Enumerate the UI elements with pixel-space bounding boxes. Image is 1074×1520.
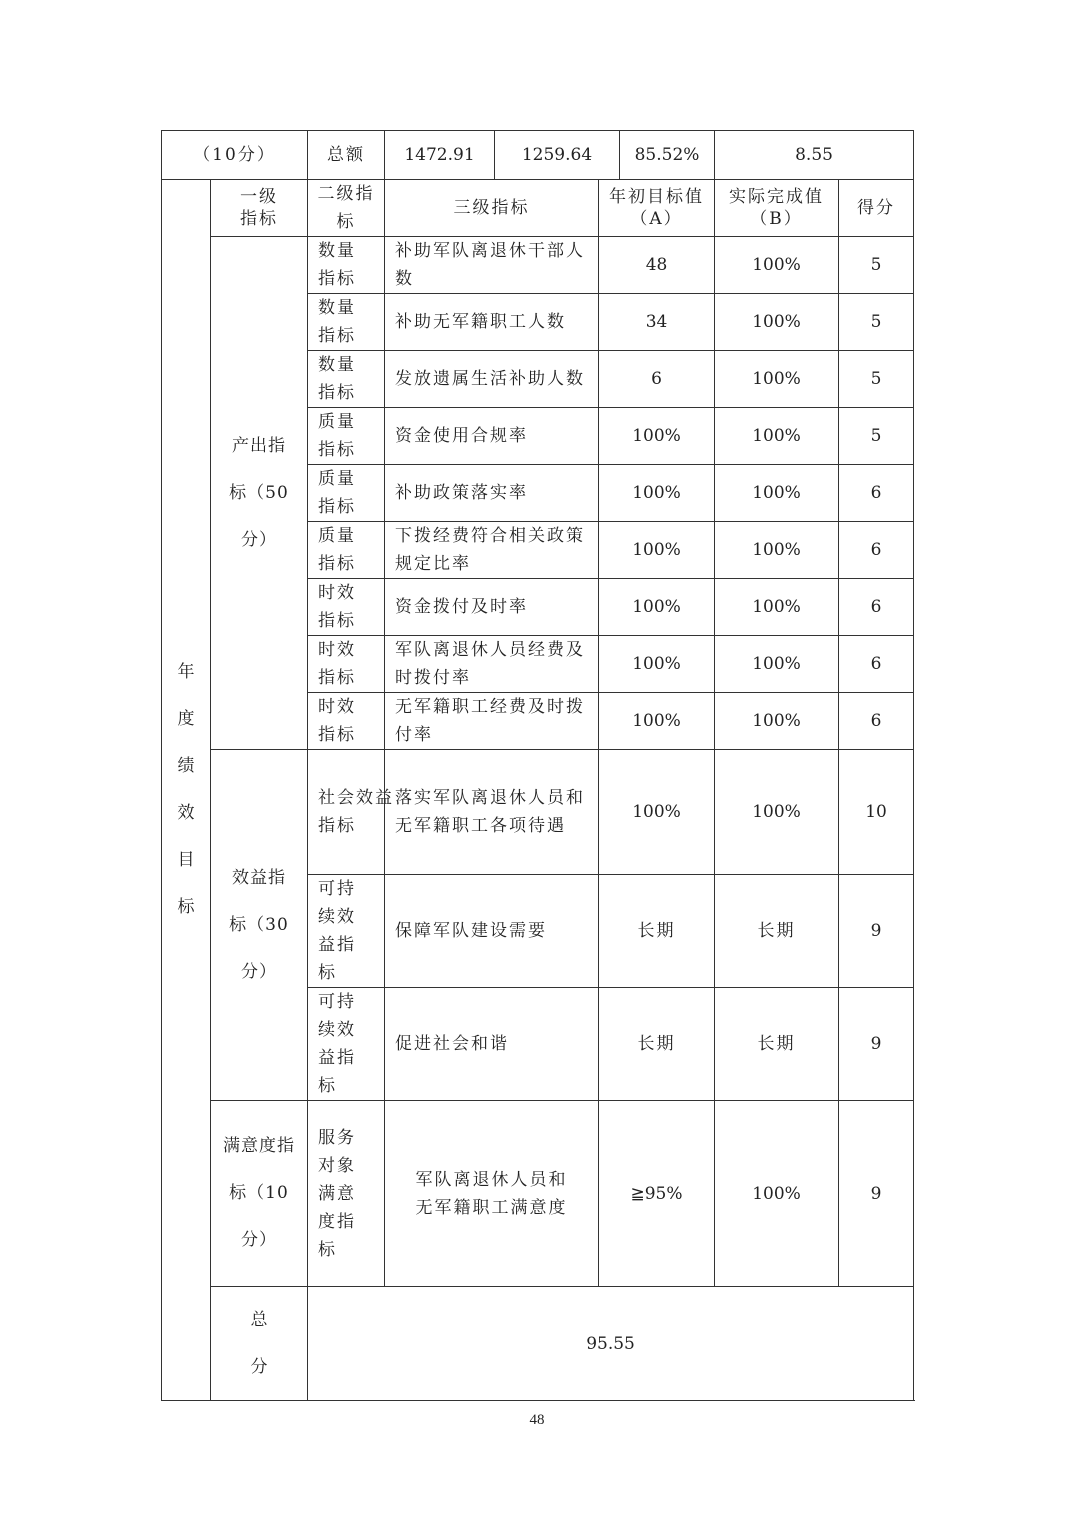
score-cell: 9 <box>839 1101 914 1287</box>
actual-cell: 100% <box>715 579 839 636</box>
actual-cell: 100% <box>715 750 839 875</box>
target-cell: 48 <box>599 237 715 294</box>
level2-cell: 可持续效益指标 <box>308 875 385 988</box>
summary-row <box>162 131 914 180</box>
target-cell: 长期 <box>599 988 715 1101</box>
target-cell: ≧95% <box>599 1101 715 1287</box>
actual-cell: 100% <box>715 408 839 465</box>
score-cell: 5 <box>839 351 914 408</box>
level2-cell: 质量指标 <box>308 465 385 522</box>
score-cell: 10 <box>839 750 914 875</box>
level3-cell: 促进社会和谐 <box>385 988 599 1101</box>
level3-cell: 下拨经费符合相关政策规定比率 <box>385 522 599 579</box>
level3-cell: 资金使用合规率 <box>385 408 599 465</box>
level3-cell: 补助政策落实率 <box>385 465 599 522</box>
actual-cell: 100% <box>715 636 839 693</box>
level2-cell: 时效指标 <box>308 636 385 693</box>
target-cell: 100% <box>599 636 715 693</box>
header-score: 得分 <box>839 180 914 237</box>
level2-cell: 数量指标 <box>308 294 385 351</box>
level3-cell: 军队离退休人员经费及时拨付率 <box>385 636 599 693</box>
level3-cell: 补助军队离退休干部人数 <box>385 237 599 294</box>
table-row <box>162 1101 914 1287</box>
level2-cell: 质量指标 <box>308 408 385 465</box>
target-cell: 100% <box>599 522 715 579</box>
actual-cell: 长期 <box>715 875 839 988</box>
actual-cell: 100% <box>715 1101 839 1287</box>
group-satisfaction: 满意度指标（10分） <box>211 1101 308 1287</box>
summary-score: 8.55 <box>715 131 914 180</box>
total-row <box>162 1287 914 1401</box>
table-row <box>162 237 914 294</box>
level3-cell: 军队离退休人员和无军籍职工满意度 <box>385 1101 599 1287</box>
header-target: 年初目标值（A） <box>599 180 715 237</box>
target-cell: 100% <box>599 693 715 750</box>
score-cell: 9 <box>839 988 914 1101</box>
score-cell: 6 <box>839 465 914 522</box>
header-level3: 三级指标 <box>385 180 599 237</box>
total-label: 总分 <box>211 1287 308 1401</box>
side-label-text: 年度绩效目标 <box>177 662 195 917</box>
level3-cell: 补助无军籍职工人数 <box>385 294 599 351</box>
score-cell: 6 <box>839 693 914 750</box>
target-cell: 长期 <box>599 875 715 988</box>
actual-cell: 100% <box>715 522 839 579</box>
level2-cell: 时效指标 <box>308 579 385 636</box>
side-label <box>162 180 211 1401</box>
target-cell: 100% <box>599 465 715 522</box>
score-cell: 5 <box>839 408 914 465</box>
header-level2: 二级指标 <box>308 180 385 237</box>
level2-cell: 社会效益指标 <box>308 750 385 875</box>
target-cell: 34 <box>599 294 715 351</box>
summary-label: 总额 <box>308 131 385 180</box>
header-actual: 实际完成值（B） <box>715 180 839 237</box>
level3-cell: 保障军队建设需要 <box>385 875 599 988</box>
level2-cell: 可持续效益指标 <box>308 988 385 1101</box>
table-row <box>162 750 914 875</box>
actual-cell: 长期 <box>715 988 839 1101</box>
target-cell: 6 <box>599 351 715 408</box>
target-cell: 100% <box>599 750 715 875</box>
actual-cell: 100% <box>715 465 839 522</box>
score-cell: 9 <box>839 875 914 988</box>
level3-cell: 资金拨付及时率 <box>385 579 599 636</box>
actual-cell: 100% <box>715 351 839 408</box>
target-cell: 100% <box>599 579 715 636</box>
level2-cell: 时效指标 <box>308 693 385 750</box>
group-benefit: 效益指标（30分） <box>211 750 308 1101</box>
summary-score-weight: （10分） <box>162 131 308 180</box>
target-cell: 100% <box>599 408 715 465</box>
summary-budget: 1472.91 <box>385 131 495 180</box>
group-output: 产出指标（50分） <box>211 237 308 750</box>
actual-cell: 100% <box>715 294 839 351</box>
actual-cell: 100% <box>715 237 839 294</box>
score-cell: 5 <box>839 237 914 294</box>
actual-cell: 100% <box>715 693 839 750</box>
level3-cell: 无军籍职工经费及时拨付率 <box>385 693 599 750</box>
level3-cell: 落实军队离退休人员和无军籍职工各项待遇 <box>385 750 599 875</box>
page-number: 48 <box>529 1412 545 1428</box>
level2-cell: 数量指标 <box>308 351 385 408</box>
level2-cell: 数量指标 <box>308 237 385 294</box>
header-row <box>162 180 914 237</box>
header-level1: 一级指标 <box>211 180 308 237</box>
performance-table <box>161 130 914 1401</box>
level2-cell: 质量指标 <box>308 522 385 579</box>
score-cell: 6 <box>839 579 914 636</box>
score-cell: 5 <box>839 294 914 351</box>
total-value: 95.55 <box>308 1287 914 1401</box>
level2-cell: 服务对象满意度指标 <box>308 1101 385 1287</box>
summary-executed: 1259.64 <box>495 131 620 180</box>
score-cell: 6 <box>839 636 914 693</box>
summary-rate: 85.52% <box>620 131 715 180</box>
score-cell: 6 <box>839 522 914 579</box>
level3-cell: 发放遗属生活补助人数 <box>385 351 599 408</box>
